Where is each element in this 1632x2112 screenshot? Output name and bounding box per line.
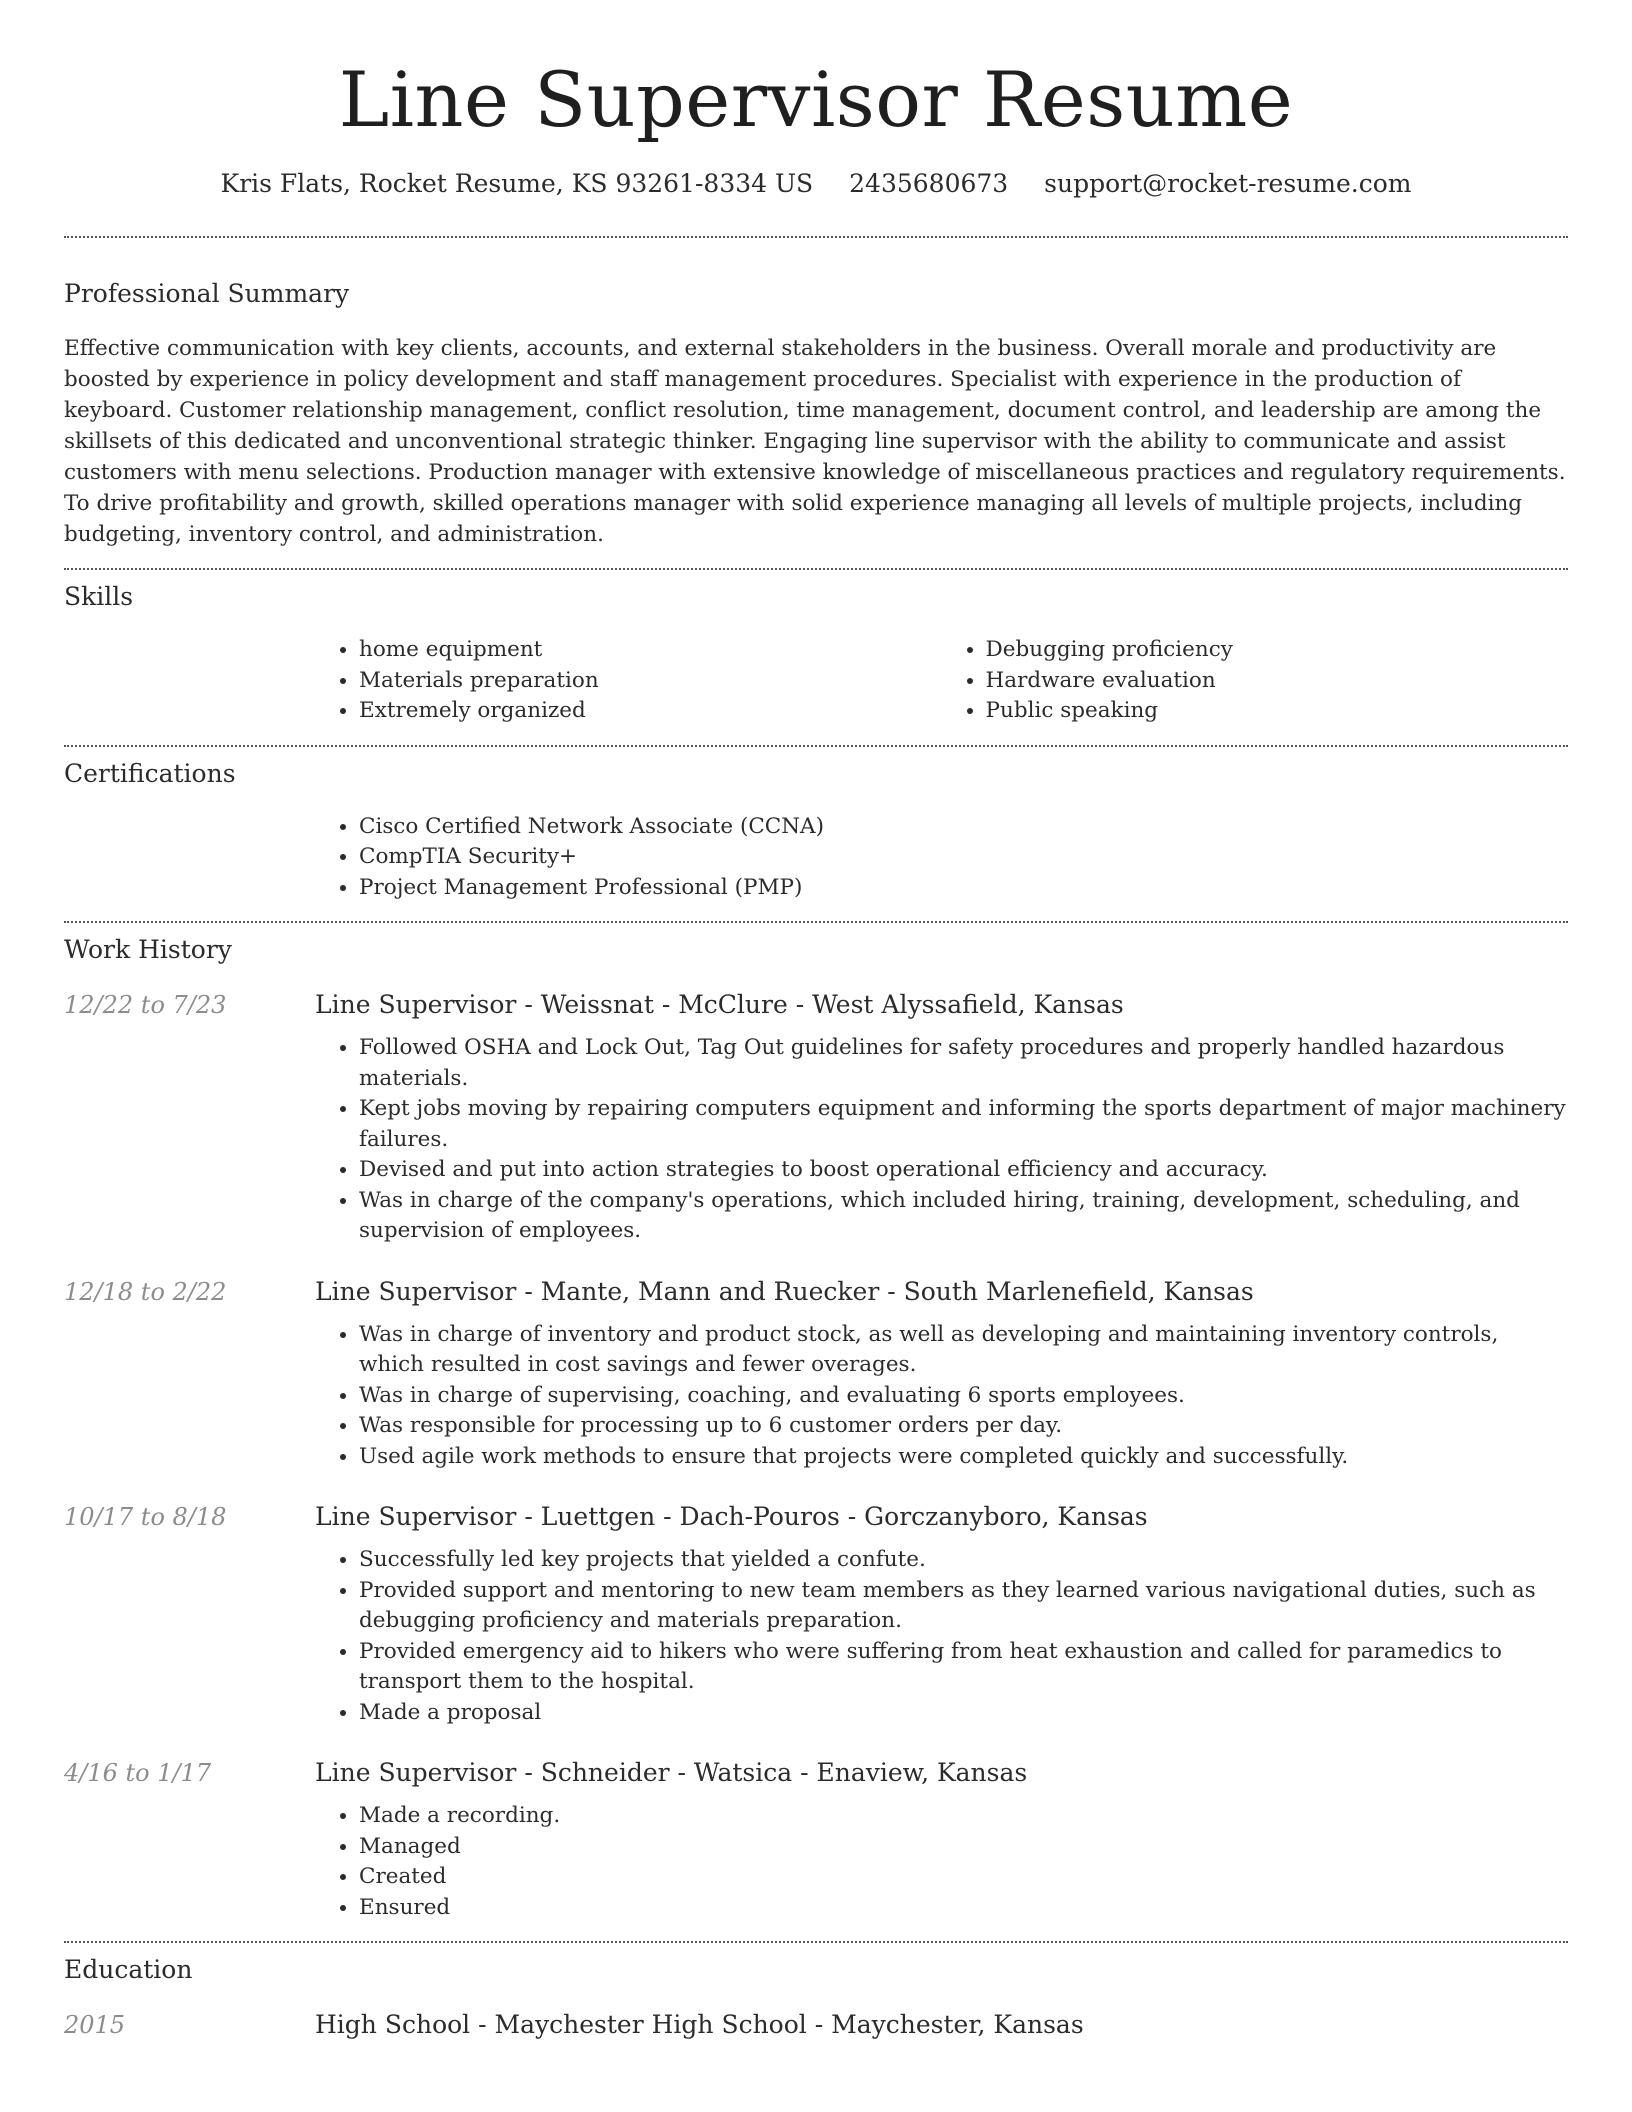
list-item: • CompTIA Security+ bbox=[359, 842, 1568, 873]
job-bullets bbox=[315, 1320, 1568, 1473]
skills-grid bbox=[315, 635, 1568, 727]
list-item: • Extremely organized bbox=[359, 696, 942, 727]
section-heading-education: Education bbox=[64, 1955, 193, 1984]
job-bullets bbox=[315, 1545, 1568, 1728]
skills-list-right bbox=[942, 635, 1569, 727]
education-title: High School - Maychester High School - Maychester, Kansas bbox=[315, 2010, 1084, 2039]
job-header bbox=[64, 1502, 1568, 1531]
list-item: • Used agile work methods to ensure that projects were completed quickly and successfully. bbox=[359, 1442, 1568, 1473]
section-heading-work-history: Work History bbox=[64, 935, 232, 964]
job-header bbox=[64, 990, 1568, 1019]
list-item: • Was in charge of the company's operations, which included hiring, training, development, scheduling, and supervision of employees. bbox=[359, 1186, 1568, 1247]
list-item: • home equipment bbox=[359, 635, 942, 666]
list-item: • Managed bbox=[359, 1832, 1568, 1863]
job-header bbox=[64, 1758, 1568, 1787]
list-item: • Made a recording. bbox=[359, 1801, 1568, 1832]
job-date: 12/18 to 2/22 bbox=[64, 1277, 227, 1306]
section-heading-certifications: Certifications bbox=[64, 758, 236, 788]
list-item: • Successfully led key projects that yielded a confute. bbox=[359, 1545, 1568, 1576]
education-date: 2015 bbox=[64, 2011, 126, 2039]
job-entry bbox=[64, 1277, 1568, 1473]
section-heading-summary: Professional Summary bbox=[64, 279, 350, 308]
job-entry bbox=[64, 990, 1568, 1247]
list-item: • Kept jobs moving by repairing computers equipment and informing the sports department of major machinery failures. bbox=[359, 1094, 1568, 1155]
list-item: • Was in charge of supervising, coaching, and evaluating 6 sports employees. bbox=[359, 1381, 1568, 1412]
resume-title: Line Supervisor Resume bbox=[338, 55, 1294, 144]
list-item: • Was in charge of inventory and product stock, as well as developing and maintaining inventory controls, which resulted in cost savings and fewer overages. bbox=[359, 1320, 1568, 1381]
list-item: • Cisco Certified Network Associate (CCNA) bbox=[359, 812, 1568, 843]
skills-list-left bbox=[315, 635, 942, 727]
job-title: Line Supervisor - Mante, Mann and Ruecker - South Marlenefield, Kansas bbox=[315, 1276, 1254, 1306]
job-title: Line Supervisor - Schneider - Watsica - Enaview, Kansas bbox=[315, 1758, 1028, 1787]
job-date: 12/22 to 7/23 bbox=[64, 991, 227, 1019]
job-entry bbox=[64, 1502, 1568, 1728]
contact-email: support@rocket-resume.com bbox=[1044, 169, 1412, 198]
summary-section bbox=[64, 238, 1568, 550]
job-date: 10/17 to 8/18 bbox=[64, 1503, 227, 1531]
section-heading-skills: Skills bbox=[64, 582, 134, 611]
certifications-list bbox=[315, 812, 1568, 904]
list-item: • Made a proposal bbox=[359, 1698, 1568, 1729]
certifications-section bbox=[64, 747, 1568, 904]
education-section bbox=[64, 1943, 1568, 2039]
job-header bbox=[64, 1277, 1568, 1306]
list-item: • Project Management Professional (PMP) bbox=[359, 873, 1568, 904]
education-entry bbox=[64, 2010, 1568, 2039]
list-item: • Devised and put into action strategies to boost operational efficiency and accuracy. bbox=[359, 1155, 1568, 1186]
list-item: • Was responsible for processing up to 6 customer orders per day. bbox=[359, 1411, 1568, 1442]
education-header bbox=[64, 2010, 1568, 2039]
list-item: • Hardware evaluation bbox=[986, 666, 1569, 697]
list-item: • Provided emergency aid to hikers who were suffering from heat exhaustion and called for paramedics to transport them to the hospital. bbox=[359, 1637, 1568, 1698]
list-item: • Debugging proficiency bbox=[986, 635, 1569, 666]
list-item: • Ensured bbox=[359, 1893, 1568, 1924]
job-entry bbox=[64, 1758, 1568, 1923]
summary-text: Effective communication with key clients, accounts, and external stakeholders in the business. Overall morale and productivity are boosted by experience in policy development and staff management procedures. Specialist with experience in the production of keyboard. Customer relationship management, conflict resolution, time management, document control, and leadership are among the skillsets of this dedicated and unconventional strategic thinker. Engaging line supervisor with the ability to communicate and assist customers with menu selections. Production manager with extensive knowledge of miscellaneous practices and regulatory requirements. To drive profitability and growth, skilled operations manager with solid experience managing all levels of multiple projects, including budgeting, inventory control, and administration. bbox=[64, 336, 1566, 547]
skills-section bbox=[64, 570, 1568, 727]
job-title: Line Supervisor - Luettgen - Dach-Pouros - Gorczanyboro, Kansas bbox=[315, 1502, 1148, 1531]
contact-phone: 2435680673 bbox=[849, 169, 1009, 198]
job-bullets bbox=[315, 1801, 1568, 1923]
job-bullets bbox=[315, 1033, 1568, 1247]
list-item: • Followed OSHA and Lock Out, Tag Out guidelines for safety procedures and properly handled hazardous materials. bbox=[359, 1033, 1568, 1094]
contact-address: Kris Flats, Rocket Resume, KS 93261-8334 US bbox=[220, 169, 814, 198]
job-date: 4/16 to 1/17 bbox=[64, 1759, 212, 1787]
list-item: • Public speaking bbox=[986, 696, 1569, 727]
job-title: Line Supervisor - Weissnat - McClure - West Alyssafield, Kansas bbox=[315, 990, 1124, 1019]
work-history-section bbox=[64, 923, 1568, 1923]
list-item: • Materials preparation bbox=[359, 666, 942, 697]
list-item: • Provided support and mentoring to new team members as they learned various navigational duties, such as debugging proficiency and materials preparation. bbox=[359, 1576, 1568, 1637]
contact-line bbox=[64, 169, 1568, 198]
list-item: • Created bbox=[359, 1862, 1568, 1893]
